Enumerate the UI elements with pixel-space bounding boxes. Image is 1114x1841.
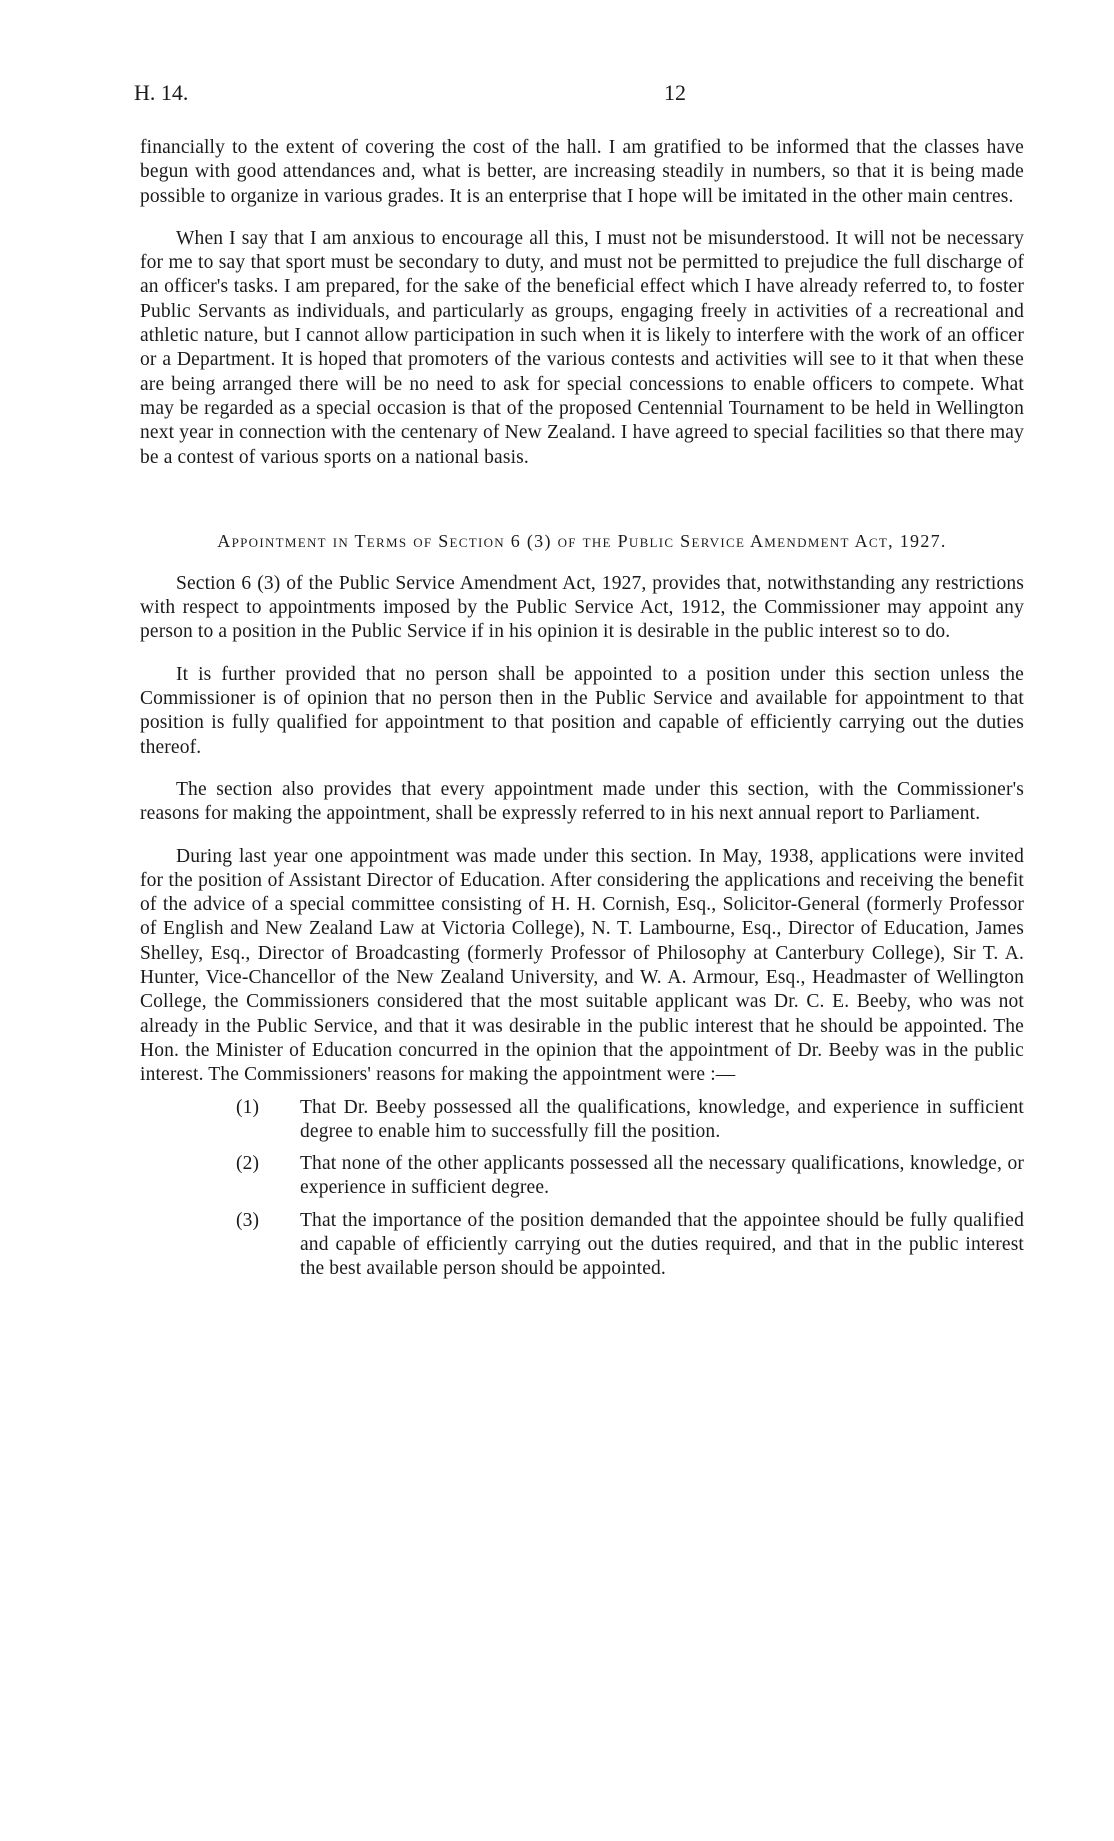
- page-number: 12: [664, 80, 686, 105]
- section-heading: Appointment in Terms of Section 6 (3) of the Public Service Amendment Act, 1927.: [217, 530, 947, 551]
- paragraph-continued: financially to the extent of covering the cost of the hall. I am gratified to be informed that the classes have begun with good attendances and, what is better, are increasing steadily in numbers, so that it is being made possible to organize in various grades. It is an enterprise that I hope will be imitated in the other main centres.: [140, 137, 1024, 207]
- document-reference: H. 14.: [134, 80, 189, 105]
- reason-text: That none of the other applicants possessed all the necessary qualifications, knowledge, or experience in sufficient degree.: [300, 1153, 1024, 1199]
- paragraph-appointment-details: During last year one appointment was made under this section. In May, 1938, applications were invited for the position of Assistant Director of Education. After considering the applications and receiving the benefit of the advice of a special committee consisting of H. H. Cornish, Esq., Solicitor-General (formerly Professor of English and New Zealand Law at Victoria College), N. T. Lambourne, Esq., Director of Education, James Shelley, Esq., Director of Broadcasting (formerly Professor of Philosophy at Canterbury College), Sir T. A. Hunter, Vice-Chancellor of the New Zealand University, and W. A. Armour, Esq., Headmaster of Wellington College, the Commissioners considered that the most suitable applicant was Dr. C. E. Beeby, who was not already in the Public Service, and that it was desirable in the public interest that he should be appointed. The Hon. the Minister of Education concurred in the opinion that the appointment of Dr. Beeby was in the public interest. The Commissioners' reasons for making the appointment were :—: [140, 845, 1024, 1086]
- reason-number: (2): [236, 1153, 260, 1175]
- reason-item: [140, 1096, 1024, 1145]
- reason-item: [140, 1209, 1024, 1282]
- page-body: [140, 136, 1024, 1290]
- reason-text: That Dr. Beeby possessed all the qualifications, knowledge, and experience in sufficient degree to enable him to successfully fill the position.: [300, 1096, 1024, 1142]
- reason-item: [140, 1152, 1024, 1201]
- reason-text: That the importance of the position demanded that the appointee should be fully qualified and capable of efficiently carrying out the duties required, and that in the public interest the best available person should be appointed.: [300, 1209, 1024, 1280]
- reason-number: (3): [236, 1209, 260, 1231]
- paragraph-section-provision: Section 6 (3) of the Public Service Amendment Act, 1927, provides that, notwithstanding any restrictions with respect to appointments imposed by the Public Service Act, 1912, the Commissioner may appoint any person to a position in the Public Service if in his opinion it is desirable in the public interest so to do.: [140, 572, 1024, 643]
- paragraph-further-provided: It is further provided that no person shall be appointed to a position under this section unless the Commissioner is of opinion that no person then in the Public Service and available for appointment to that position is fully qualified for appointment to that position and capable of efficiently carrying out the duties thereof.: [140, 663, 1024, 758]
- paragraph-sport-and-duty: When I say that I am anxious to encourage all this, I must not be misunderstood. It will not be necessary for me to say that sport must be secondary to duty, and must not be permitted to prejudice the full discharge of an officer's tasks. I am prepared, for the sake of the beneficial effect which I have already referred to, to foster Public Servants as individuals, and particularly as groups, engaging freely in activities of a recreational and athletic nature, but I cannot allow participation in such when it is likely to interfere with the work of an officer or a Department. It is hoped that promoters of the various contests and activities will see to it that when these are being arranged there will be no need to ask for special concessions to enable officers to compete. What may be regarded as a special occasion is that of the proposed Centennial Tournament to be held in Wellington next year in connection with the centenary of New Zealand. I have agreed to special facilities so that there may be a contest of various sports on a national basis.: [140, 227, 1024, 468]
- paragraph-report-requirement: The section also provides that every appointment made under this section, with the Commissioner's reasons for making the appointment, shall be expressly referred to in his next annual report to Parliament.: [140, 778, 1024, 825]
- reason-number: (1): [236, 1096, 260, 1118]
- running-header: [134, 80, 1027, 110]
- reasons-list: [140, 1096, 1024, 1282]
